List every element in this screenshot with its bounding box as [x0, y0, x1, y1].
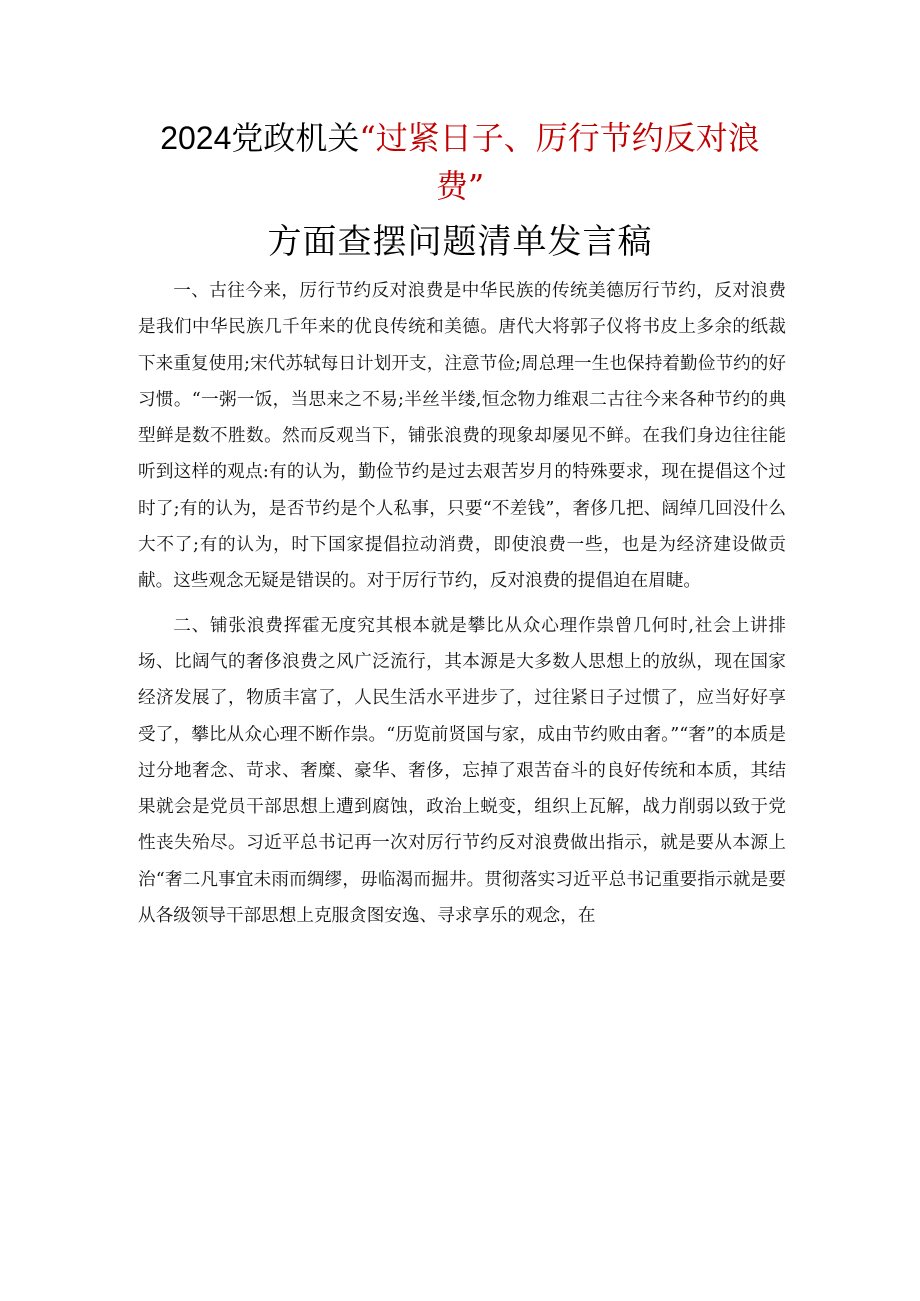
- document-title-line1: [0, 116, 920, 160]
- document-body: [138, 273, 786, 942]
- document-title-line2: [0, 164, 920, 208]
- title-highlight-part1: “过紧日子、厉行节约反对浪: [359, 119, 760, 157]
- paragraph-2: 二、铺张浪费挥霍无度究其根本就是攀比从众心理作祟曾几何时,社会上讲排场、比阔气的奢侈浪费之风广泛流行，其本源是大多数人思想上的放纵，现在国家经济发展了，物质丰富了，人民生活水平进步了，过往紧日子过惯了，应当好好享受了，攀比从众心理不断作祟。“历览前贤国与家，成由节约败由奢。”“奢”的本质是过分地奢念、苛求、奢糜、豪华、奢侈，忘掉了艰苦奋斗的良好传统和本质，其结果就会是党员干部思想上遭到腐蚀，政治上蜕变，组织上瓦解，战力削弱以致于党性丧失殆尽。习近平总书记再一次对厉行节约反对浪费做出指示，就是要从本源上治“奢二凡事宜未雨而绸缪，毋临渴而掘井。贯彻落实习近平总书记重要指示就是要从各级领导干部思想上克服贪图安逸、寻求享乐的观念，在: [138, 615, 786, 927]
- title-highlight-part2: 费”: [435, 167, 485, 205]
- title-prefix: 2024党政机关: [160, 120, 360, 156]
- document-subtitle: 方面查摆问题清单发言稿: [267, 222, 653, 262]
- paragraph-1: 一、古往今来，厉行节约反对浪费是中华民族的传统美德厉行节约，反对浪费是我们中华民族几千年来的优良传统和美德。唐代大将郭子仪将书皮上多余的纸裁下来重复使用;宋代苏轼每日计划开支，注意节俭;周总理一生也保持着勤俭节约的好习惯。“一粥一饭，当思来之不易;半丝半缕,恒念物力维艰二古往今来各种节约的典型鲜是数不胜数。然而反观当下，铺张浪费的现象却屡见不鲜。在我们身边往往能听到这样的观点:有的认为，勤俭节约是过去艰苦岁月的特殊要求，现在提倡这个过时了;有的认为，是否节约是个人私事，只要“不差钱”，奢侈几把、阔绰几回没什么大不了;有的认为，时下国家提倡拉动消费，即使浪费一些，也是为经济建设做贡献。这些观念无疑是错误的。对于厉行节约，反对浪费的提倡迫在眉睫。: [138, 281, 786, 592]
